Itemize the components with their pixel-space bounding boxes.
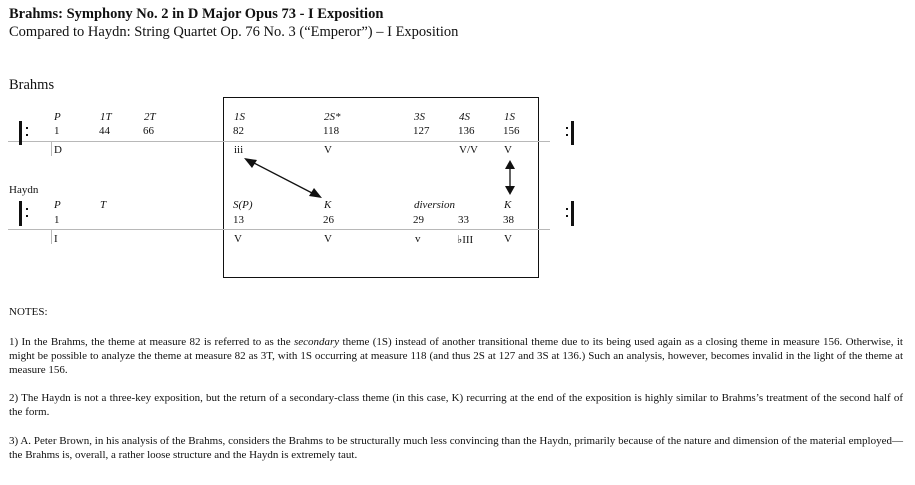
brahms-measure: 156 <box>503 125 520 137</box>
haydn-measure: 1 <box>54 214 60 226</box>
note-1 <box>9 335 903 377</box>
haydn-section-label: Haydn <box>9 184 39 196</box>
brahms-theme-4S: 4S <box>459 111 470 123</box>
brahms-section-label: Brahms <box>9 77 55 93</box>
brahms-theme-2S: 2S* <box>324 111 341 123</box>
haydn-measure: 38 <box>503 214 514 226</box>
brahms-measure: 1 <box>54 125 60 137</box>
haydn-measure: 13 <box>233 214 244 226</box>
note-1-text-start: 1) In the Brahms, the theme at measure 82 is referred to as the <box>9 336 294 348</box>
haydn-key: V <box>234 233 242 245</box>
brahms-key: V <box>324 144 332 156</box>
note-2 <box>9 391 903 419</box>
brahms-measure: 44 <box>99 125 110 137</box>
note-3 <box>9 434 903 462</box>
haydn-key: v <box>415 233 421 245</box>
haydn-theme-T: T <box>100 199 107 211</box>
brahms-measure: 82 <box>233 125 244 137</box>
brahms-key: V <box>504 144 512 156</box>
brahms-theme-1T: 1T <box>100 111 112 123</box>
brahms-theme-3S: 3S <box>414 111 425 123</box>
page-title: Brahms: Symphony No. 2 in D Major Opus 73 - I Exposition <box>9 6 384 22</box>
note-1-text-end: theme (1S) instead of another transitional theme due to its being used again as a closing theme in measure 156. Otherwise, it might be possible to analyze the theme at measure 82 as 3T, with 1S occurring at measure 118 (and thus 2S at 127 and 3S at 136.) Such an analysis, however, becomes invalid in the light of the theme at measure 156. <box>9 336 903 376</box>
brahms-key: D <box>54 144 62 156</box>
note-2-text: 2) The Haydn is not a three-key exposition, but the return of a secondary-class theme (in this case, K) recurring at the end of the exposition is highly similar to Brahms’s treatment of the second half of the form. <box>9 392 903 418</box>
page-subtitle: Compared to Haydn: String Quartet Op. 76 No. 3 (“Emperor”) – I Exposition <box>9 24 459 40</box>
brahms-measure: 136 <box>458 125 475 137</box>
note-3-text: 3) A. Peter Brown, in his analysis of the Brahms, considers the Brahms to be structurally much less convincing than the Haydn, primarily because of the nature and dimension of the material employed—the Brahms is, overall, a rather loose structure and the Haydn is extremely taut. <box>9 435 903 461</box>
haydn-key: V <box>504 233 512 245</box>
brahms-theme-2T: 2T <box>144 111 156 123</box>
note-1-emphasis: secondary <box>293 336 340 348</box>
haydn-theme-SP: S(P) <box>233 199 253 211</box>
brahms-measure: 66 <box>143 125 154 137</box>
haydn-theme-P: P <box>54 199 61 211</box>
haydn-theme-K: K <box>324 199 332 211</box>
haydn-theme-K-closing: K <box>504 199 512 211</box>
brahms-measure: 118 <box>323 125 340 137</box>
haydn-key: V <box>324 233 332 245</box>
vertical-double-arrow <box>505 160 515 195</box>
haydn-key: ♭III <box>457 234 474 246</box>
diagonal-double-arrow <box>244 158 322 198</box>
brahms-key: V/V <box>459 144 478 156</box>
haydn-measure: 33 <box>458 214 469 226</box>
brahms-key: iii <box>234 144 244 156</box>
brahms-theme-1S-closing: 1S <box>504 111 515 123</box>
haydn-key: I <box>54 233 58 245</box>
haydn-theme-diversion: diversion <box>414 199 455 211</box>
brahms-measure: 127 <box>413 125 430 137</box>
haydn-measure: 29 <box>413 214 424 226</box>
brahms-theme-P: P <box>54 111 61 123</box>
notes-heading: NOTES: <box>9 306 48 318</box>
haydn-measure: 26 <box>323 214 334 226</box>
brahms-theme-1S: 1S <box>234 111 245 123</box>
